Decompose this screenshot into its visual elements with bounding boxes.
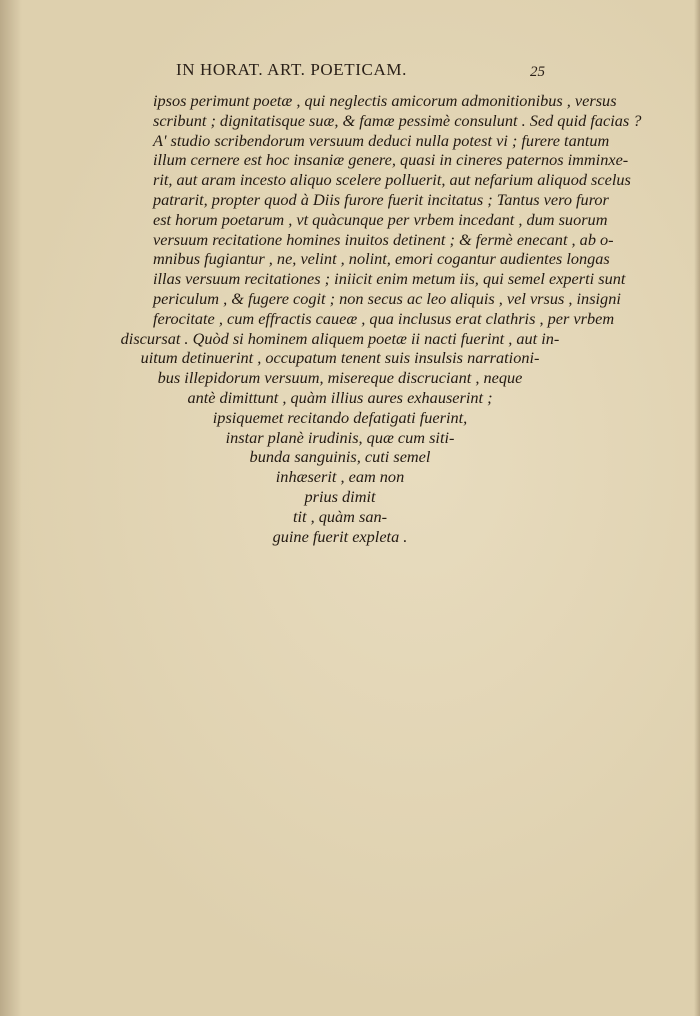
taper-line: tit , quàm san- [292, 506, 388, 526]
text-line: mnibus fugiantur , ne, velint , nolint, emori cogantur audientes longas [153, 249, 610, 269]
text-line: periculum , & fugere cogit ; non secus ac leo aliquis , vel vrsus , insigni [153, 288, 621, 308]
text-line: A' studio scribendorum versuum deduci nulla potest vi ; furere tantum [153, 130, 610, 150]
taper-line: antè dimittunt , quàm illius aures exhauserint ; [187, 387, 493, 407]
text-line: ferocitate , cum effractis caueæ , qua inclusus erat clathris , per vrbem [153, 308, 615, 328]
taper-line: instar planè irudinis, quæ cum siti- [225, 427, 455, 447]
taper-line: uitum detinuerint , occupatum tenent suis insulsis narrationi- [140, 348, 540, 368]
text-line: scribunt ; dignitatisque suæ, & famæ pessimè consulunt . Sed quid facias ? [153, 110, 642, 130]
body-text [0, 91, 700, 546]
text-line: ipsos perimunt poetæ , qui neglectis amicorum admonitionibus , versus [153, 91, 617, 110]
taper-line: guine fuerit expleta . [272, 526, 408, 546]
text-line: patrarit, propter quod à Diis furore fuerit incitatus ; Tantus vero furor [153, 189, 609, 209]
taper-line: inhæserit , eam non [275, 467, 405, 487]
taper-line: bus illepidorum versuum, misereque discruciant , neque [157, 368, 523, 388]
text-line: versuum recitatione homines inuitos detinent ; & fermè enecant , ab o- [153, 229, 614, 249]
taper-line: ipsiquemet recitando defatigati fuerint, [212, 407, 468, 427]
text-line: rit, aut aram incesto aliquo scelere polluerit, aut nefarium aliquod scelus [153, 170, 631, 190]
text-line: illum cernere est hoc insaniæ genere, quasi in cineres paternos imminxe- [153, 150, 629, 170]
page-number: 25 [530, 64, 545, 80]
taper-line: prius dimit [304, 486, 376, 506]
text-line: illas versuum recitationes ; iniicit enim metum iis, qui semel experti sunt [153, 269, 626, 289]
taper-line: bunda sanguinis, cuti semel [249, 447, 431, 467]
taper-line: discursat . Quòd si hominem aliquem poetæ ii nacti fuerint , aut in- [120, 328, 560, 348]
text-line: est horum poetarum , vt quàcunque per vrbem incedant , dum suorum [153, 209, 608, 229]
running-title: IN HORAT. ART. POETICAM. [176, 60, 407, 79]
